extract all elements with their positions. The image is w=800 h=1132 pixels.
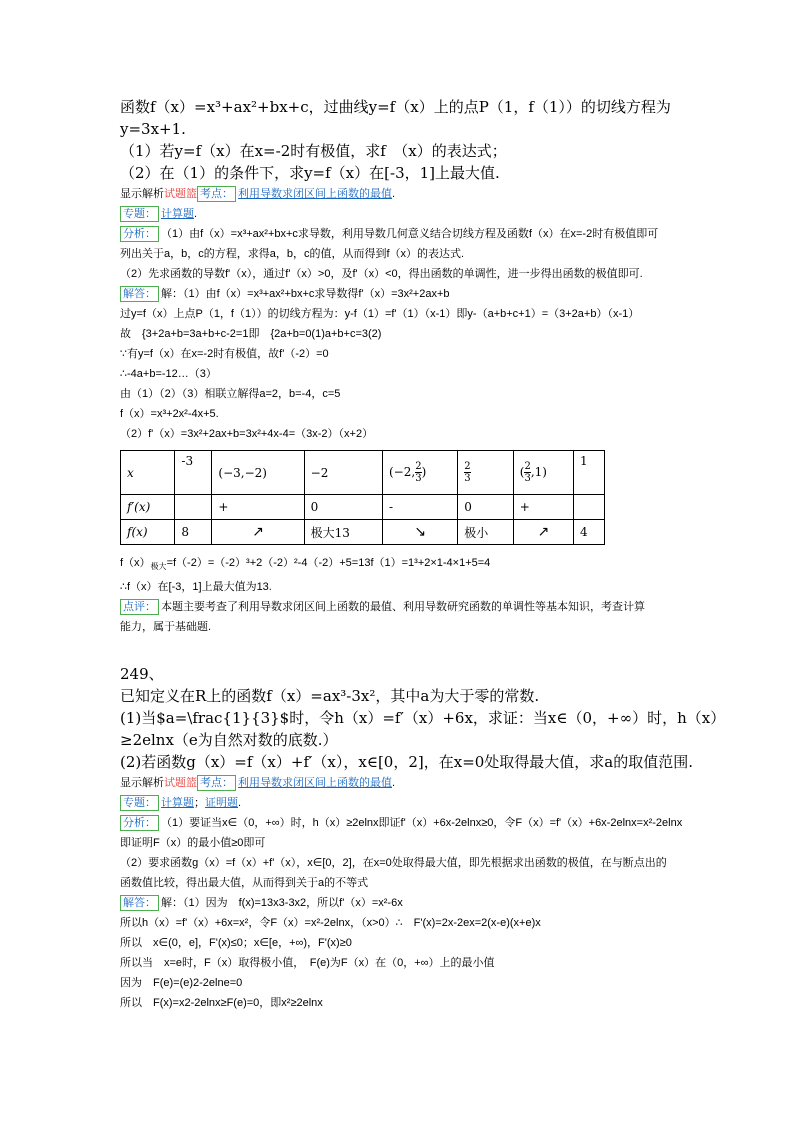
fenxi-label: 分析： [120, 226, 159, 242]
kaodian-link[interactable]: 利用导数求闭区间上函数的最值 [238, 188, 392, 200]
p2-question-line1: 已知定义在R上的函数f（x）=ax³-3x²，其中a为大于零的常数. [120, 687, 540, 706]
p1-analysis-row1 [120, 224, 720, 244]
kaodian-label: 考点： [197, 186, 236, 202]
zhuanti-link[interactable]: 计算题 [161, 208, 194, 220]
table-cell [574, 495, 605, 520]
p1-solution-text2: 过y=f（x）上点P（1，f（1））的切线方程为：y-f（1）=f'（1）（x-1）即y-（a+b+c+1）=（3+2a+b）（x-1） [120, 308, 640, 320]
arrow-up-right-icon: ↗ [252, 524, 264, 540]
p1-after-text1: $f(x)_{极大}=f(-2)=(-2)^3+2(-2)^2-4(-2)+5=13f(1)=1^3+2\times 1-4\times 1+5=4$ [120, 557, 491, 572]
table-cell [383, 520, 458, 545]
kaodian-link[interactable]: 利用导数求闭区间上函数的最值 [238, 777, 392, 790]
kaodian-label: 考点： [197, 775, 236, 791]
p2-analysis-row1: 分析： （1）要证当x∈（0，+∞）时，h（x）≥2elnx即证f'（x）+6x-2elnx≥0，令F（x）=f'（x）+6x-2elnx=x²-2elnx [120, 813, 720, 833]
table-cell [212, 520, 304, 545]
p1-solution-text3: 故 {3+2a+b=3a+b+c-2=1即 {2a+b=0(1)a+b+c=3(2) [120, 328, 382, 340]
test-basket-link[interactable]: 试题篮 [164, 188, 197, 200]
table-cell: -3 [175, 451, 212, 495]
fenxi-label: 分析： [120, 815, 159, 831]
table-cell: 0 [304, 495, 382, 520]
table-cell: (−3,−2) [212, 451, 304, 495]
zhuanti-label: 专题： [120, 795, 159, 811]
table-cell: ( $\frac{2}{3}$ ,1) [513, 451, 573, 495]
p2-analysis-text2: 即证明F（x）的最小值≥0即可 [120, 837, 266, 850]
arrow-up-right-icon: ↗ [537, 524, 550, 540]
p2-solution-text2: 所以h（x）=f'（x）+6x=x²，令F（x）=x²-2elnx，（x>0）∴ F'(x)=2x-2ex=2(x-e)(x+e)x [120, 917, 541, 930]
table-cell: - [383, 495, 458, 520]
page-content [120, 96, 726, 1013]
p1-solution-text8: （2）f'（x）=3x²+2ax+b=3x²+4x-4=（3x-2）（x+2） [120, 428, 374, 440]
show-analysis-link[interactable]: 显示解析 [120, 777, 164, 790]
p1-question-line4: （2）在（1）的条件下，求y=f（x）在[-3，1]上最大值. [120, 164, 500, 182]
table-cell: f′(x) [121, 495, 175, 520]
p2-meta-row: 显示解析试题篮 考点： 利用导数求闭区间上函数的最值. [120, 777, 396, 790]
p2-solution-row1: 解答： 解：（1）因为 f(x)=13x3-3x2，所以f'（x）=x²-6x [120, 893, 720, 913]
sign-table [120, 450, 605, 545]
table-row [121, 495, 605, 520]
table-cell: 极小 [458, 520, 513, 545]
p2-solution-text5: 因为 F(e)=(e)2-2elne=0 [120, 977, 243, 990]
table-cell: 极大13 [304, 520, 382, 545]
p1-question-line1: 函数f（x）=x³+ax²+bx+c，过曲线y=f（x）上的点P（1，f（1））的切线方程为 [120, 98, 671, 116]
arrow-down-right-icon: ↘ [414, 524, 427, 540]
p2-solution-text6: 所以 F(x)=x2-2elnx≥F(e)=0，即x²≥2elnx [120, 997, 323, 1010]
jieda-label: 解答： [120, 286, 159, 302]
jie-tag: 解： [161, 897, 183, 910]
p1-analysis-text2: 列出关于a，b，c的方程，求得a，b，c的值，从而得到f（x）的表达式. [120, 248, 465, 260]
p1-question-line2: y=3x+1. [120, 120, 186, 138]
p1-after-text2: ∴f（x）在[-3，1]上最大值为13. [120, 581, 272, 594]
table-cell: −2 [304, 451, 382, 495]
table-cell: 8 [175, 520, 212, 545]
p2-question-line2: (1)当$a=\frac{1}{3}$时，令h（x）=f′（x）+6x，求证：当x∈（0，+∞）时，h（x） [120, 709, 726, 728]
p1-dianping-row1: 点评： 本题主要考查了利用导数求闭区间上函数的最值、利用导数研究函数的单调性等基本知识，考查计算 [120, 597, 720, 617]
table-cell: + [212, 495, 304, 520]
p2-analysis-text4: 函数值比较，得出最大值，从而得到关于a的不等式 [120, 877, 369, 890]
p1-solution-text5: ∴-4a+b=-12…（3） [120, 368, 217, 380]
p2-question-line3: ≥2elnx（e为自然对数的底数.） [120, 731, 338, 750]
dianping-label: 点评： [120, 599, 159, 615]
zhuanti-label: 专题： [120, 206, 159, 222]
jieda-label: 解答： [120, 895, 159, 911]
p1-solution-row1 [120, 284, 720, 304]
p1-meta-row: 显示解析试题篮 考点： 利用导数求闭区间上函数的最值. [120, 188, 396, 200]
p1-dianping-text2: 能力，属于基础题. [120, 621, 212, 634]
p1-analysis-text3: （2）先求函数的导数f'（x），通过f'（x）>0，及f'（x）<0，得出函数的单调性，进一步得出函数的极值即可. [120, 268, 643, 280]
zhuanti-link-1[interactable]: 计算题 [161, 797, 194, 810]
p2-solution-text3: 所以 x∈(0，e]，F'(x)≤0；x∈[e，+∞)，F'(x)≥0 [120, 937, 352, 950]
table-cell [513, 520, 573, 545]
table-cell: 1 [574, 451, 605, 495]
p1-analysis-text1: （1）由f（x）=x³+ax²+bx+c求导数，利用导数几何意义结合切线方程及函数f（x）在x=-2时有极值即可 [161, 228, 659, 240]
table-cell: $\frac{2}{3}$ [458, 451, 513, 495]
table-cell: f(x) [121, 520, 175, 545]
p1-question-line3: （1）若y=f（x）在x=-2时有极值，求f （x）的表达式； [120, 142, 507, 160]
table-cell: (−2, $\frac{2}{3}$ ) [383, 451, 458, 495]
table-cell [175, 495, 212, 520]
table-cell: 0 [458, 495, 513, 520]
p1-solution-text4: ∵有y=f（x）在x=-2时有极值，故f'（-2）=0 [120, 348, 329, 360]
p2-analysis-text3: （2）要求函数g（x）=f（x）+f'（x），x∈[0，2]，在x=0处取得最大值，即先根据求出函数的极值，在与断点出的 [120, 857, 667, 870]
table-cell: x [121, 451, 175, 495]
p2-solution-text4: 所以当 x=e时，F（x）取得极小值， F(e)为F（x）在（0，+∞）上的最小值 [120, 957, 495, 970]
p2-zhuanti-row: 专题： 计算题；证明题. [120, 793, 720, 813]
table-cell: + [513, 495, 573, 520]
zhuanti-link-2[interactable]: 证明题 [205, 797, 238, 810]
p1-solution-text6: 由（1）（2）（3）相联立解得a=2，b=-4，c=5 [120, 388, 341, 400]
show-analysis-link[interactable]: 显示解析 [120, 188, 164, 200]
jie-tag: 解： [161, 288, 183, 300]
p2-question-line4: (2)若函数g（x）=f（x）+f′（x），x∈[0，2]，在x=0处取得最大值，求a的取值范围. [120, 753, 694, 772]
table-row [121, 451, 605, 495]
p1-solution-text1: （1）由f（x）=x³+ax²+bx+c求导数得f'（x）=3x²+2ax+b [183, 288, 450, 300]
test-basket-link[interactable]: 试题篮 [164, 777, 197, 790]
p1-solution-text7: f（x）=x³+2x²-4x+5. [120, 408, 219, 420]
p1-zhuanti-row: 专题： 计算题. [120, 204, 720, 224]
table-row [121, 520, 605, 545]
table-cell: 4 [574, 520, 605, 545]
p2-number: 249、 [120, 665, 164, 684]
